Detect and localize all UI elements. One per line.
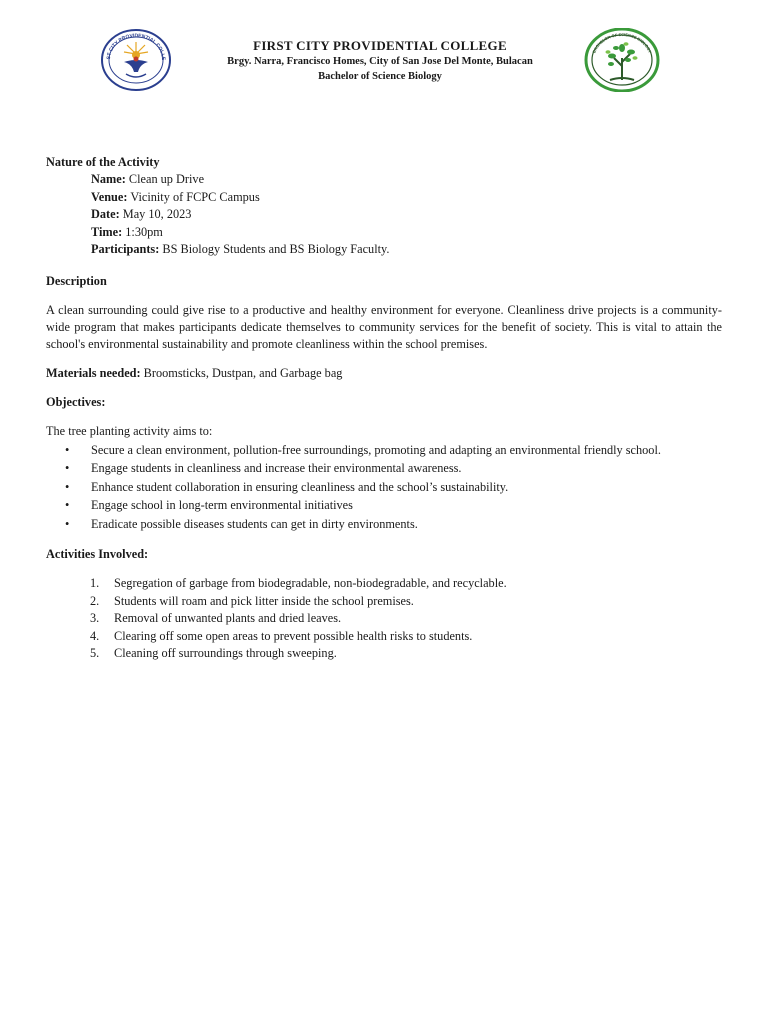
svg-text:BACHELOR OF SCIENCE BIOLOGY: BACHELOR OF SCIENCE BIOLOGY xyxy=(591,31,653,54)
nature-heading: Nature of the Activity xyxy=(46,155,160,169)
list-item xyxy=(46,442,722,459)
activity-text: Cleaning off surroundings through sweeping. xyxy=(114,646,337,660)
college-name: FIRST CITY PROVIDENTIAL COLLEGE xyxy=(253,38,507,53)
objectives-heading: Objectives: xyxy=(46,394,106,409)
detail-participants xyxy=(91,241,722,259)
svg-text:FIRST CITY PROVIDENTIAL COLLEG: ST CITY PROVIDENTIAL COLLE xyxy=(105,32,167,61)
list-item xyxy=(46,516,722,533)
activity-details xyxy=(91,171,722,259)
activity-text: Removal of unwanted plants and dried leaves. xyxy=(114,611,342,625)
materials-label: Materials needed: xyxy=(46,365,141,380)
detail-label: Venue: xyxy=(91,189,128,204)
activities-heading: Activities Involved: xyxy=(46,547,149,561)
detail-label: Date: xyxy=(91,207,120,221)
program-name: Bachelor of Science Biology xyxy=(318,71,442,82)
detail-label: Participants: xyxy=(91,242,160,256)
bullet-icon: • xyxy=(65,479,70,494)
list-item xyxy=(46,628,722,646)
bullet-icon: • xyxy=(65,498,70,512)
objectives-intro: The tree planting activity aims to: xyxy=(46,423,213,438)
item-number: 1. xyxy=(90,576,100,590)
detail-value: May 10, 2023 xyxy=(122,207,192,221)
detail-time xyxy=(91,224,722,242)
letterhead xyxy=(180,38,580,84)
item-number: 3. xyxy=(90,611,100,625)
bullet-icon: • xyxy=(65,461,70,475)
objective-text: Enhance student collaboration in ensuring cleanliness and the school’s sustainability. xyxy=(91,479,509,494)
detail-date xyxy=(91,206,722,224)
materials-line xyxy=(46,365,722,382)
objectives-list xyxy=(46,442,722,533)
detail-value: 1:30pm xyxy=(125,224,163,239)
objective-text: Engage school in long-term environmental initiatives xyxy=(91,498,353,512)
item-number: 4. xyxy=(90,628,100,643)
biology-program-logo xyxy=(584,28,660,92)
objective-text: Secure a clean environment, pollution-free surroundings, promoting and adapting an environmental friendly school. xyxy=(91,442,661,457)
activity-text: Students will roam and pick litter inside the school premises. xyxy=(114,593,414,608)
bullet-icon: • xyxy=(65,442,70,457)
description-heading: Description xyxy=(46,273,107,288)
bullet-icon: • xyxy=(65,516,70,531)
detail-label: Time: xyxy=(91,224,123,239)
activity-text: Clearing off some open areas to prevent possible health risks to students. xyxy=(114,628,473,643)
list-item xyxy=(46,593,722,611)
objective-text: Eradicate possible diseases students can get in dirty environments. xyxy=(91,516,418,531)
detail-name xyxy=(91,171,722,189)
document-body xyxy=(46,154,722,663)
materials-value: Broomsticks, Dustpan, and Garbage bag xyxy=(143,365,343,380)
college-address: Brgy. Narra, Francisco Homes, City of San Jose Del Monte, Bulacan xyxy=(227,56,533,67)
list-item xyxy=(46,575,722,593)
objective-text: Engage students in cleanliness and increase their environmental awareness. xyxy=(91,461,462,475)
list-item xyxy=(46,645,722,663)
list-item xyxy=(46,497,722,514)
list-item xyxy=(46,479,722,496)
item-number: 2. xyxy=(90,593,100,608)
detail-venue xyxy=(91,189,722,207)
detail-label: Name: xyxy=(91,172,126,186)
activities-list xyxy=(46,575,722,663)
item-number: 5. xyxy=(90,646,100,660)
activity-text: Segregation of garbage from biodegradable, non-biodegradable, and recyclable. xyxy=(114,576,507,590)
description-text: A clean surrounding could give rise to a productive and healthy environment for everyone. Cleanliness drive projects is a community-wide program that makes participants dedicate themselves to community services for the benefit of society. This is vital to attain the school's environmental sustainability and promote cleanliness within the school premises. xyxy=(46,302,722,351)
detail-value: BS Biology Students and BS Biology Faculty. xyxy=(162,242,390,256)
list-item xyxy=(46,460,722,477)
detail-value: Vicinity of FCPC Campus xyxy=(130,189,260,204)
detail-value: Clean up Drive xyxy=(128,172,205,186)
list-item xyxy=(46,610,722,628)
college-seal-logo xyxy=(100,28,172,92)
